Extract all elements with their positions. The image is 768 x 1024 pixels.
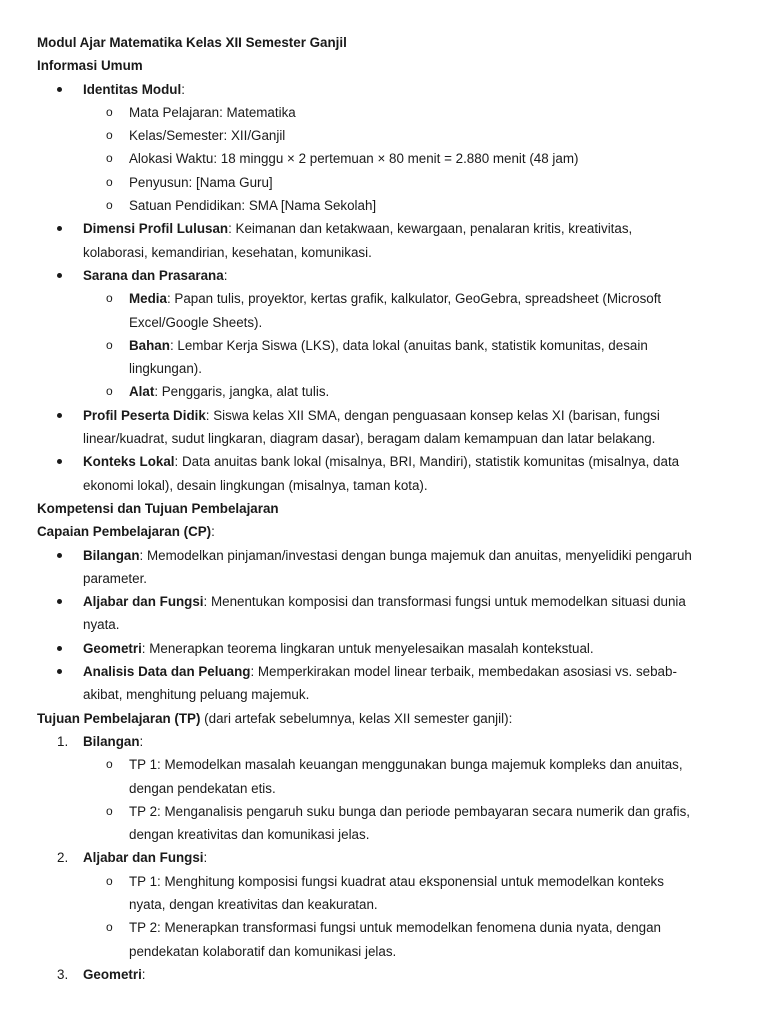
numbered-item-geometri: 3. Geometri: bbox=[37, 963, 732, 986]
tp-heading: Tujuan Pembelajaran (TP) (dari artefak sebelumnya, kelas XII semester ganjil): bbox=[37, 710, 513, 726]
circle-bullet-icon: o bbox=[106, 104, 113, 119]
sub-item: o Mata Pelajaran: Matematika bbox=[37, 101, 732, 124]
list-item-cp-analisis: Analisis Data dan Peluang: Memperkirakan model linear terbaik, membedakan asosiasi vs. sebab- akibat, menghitung peluang majemuk. bbox=[37, 660, 732, 707]
list-item-cp-geometri: Geometri: Menerapkan teorema lingkaran untuk menyelesaikan masalah kontekstual. bbox=[37, 637, 732, 660]
circle-bullet-icon: o bbox=[106, 384, 113, 399]
bullet-icon bbox=[57, 669, 62, 674]
bullet-icon bbox=[57, 599, 62, 604]
circle-bullet-icon: o bbox=[106, 291, 113, 306]
section-heading-informasi: Informasi Umum bbox=[37, 58, 143, 74]
circle-bullet-icon: o bbox=[106, 337, 113, 352]
sub-item: o TP 2: Menganalisis pengaruh suku bunga dan periode pembayaran secara numerik dan grafis, dengan kreativitas dan komunikasi jelas. bbox=[37, 800, 732, 847]
item-number: 3. bbox=[57, 966, 69, 982]
circle-bullet-icon: o bbox=[106, 128, 113, 143]
bullet-icon bbox=[57, 273, 62, 278]
circle-bullet-icon: o bbox=[106, 198, 113, 213]
circle-bullet-icon: o bbox=[106, 873, 113, 888]
sub-item: o Penyusun: [Nama Guru] bbox=[37, 171, 732, 194]
list-item-sarana: Sarana dan Prasarana: bbox=[37, 264, 732, 287]
bullet-icon bbox=[57, 459, 62, 464]
sub-item: o Kelas/Semester: XII/Ganjil bbox=[37, 124, 732, 147]
list-item-cp-aljabar: Aljabar dan Fungsi: Menentukan komposisi dan transformasi fungsi untuk memodelkan situasi dunia nyata. bbox=[37, 590, 732, 637]
numbered-item-bilangan: 1. Bilangan: bbox=[37, 730, 732, 753]
list-item-cp-bilangan: Bilangan: Memodelkan pinjaman/investasi dengan bunga majemuk dan anuitas, menyelidiki pengaruh parameter. bbox=[37, 544, 732, 591]
section-heading-kompetensi: Kompetensi dan Tujuan Pembelajaran bbox=[37, 500, 279, 516]
sub-item: o TP 2: Menerapkan transformasi fungsi untuk memodelkan fenomena dunia nyata, dengan pendekatan kolaboratif dan komunikasi jelas. bbox=[37, 916, 732, 963]
circle-bullet-icon: o bbox=[106, 151, 113, 166]
sub-item: o Satuan Pendidikan: SMA [Nama Sekolah] bbox=[37, 194, 732, 217]
circle-bullet-icon: o bbox=[106, 920, 113, 935]
circle-bullet-icon: o bbox=[106, 174, 113, 189]
bullet-icon bbox=[57, 553, 62, 558]
bullet-icon bbox=[57, 226, 62, 231]
sub-item-bahan: o Bahan: Lembar Kerja Siswa (LKS), data lokal (anuitas bank, statistik komunitas, desain lingkungan). bbox=[37, 334, 732, 381]
sub-item-alat: o Alat: Penggaris, jangka, alat tulis. bbox=[37, 380, 732, 403]
cp-heading: Capaian Pembelajaran (CP): bbox=[37, 524, 215, 540]
sub-item: o TP 1: Memodelkan masalah keuangan menggunakan bunga majemuk kompleks dan anuitas, dengan pendekatan etis. bbox=[37, 753, 732, 800]
list-item-konteks: Konteks Lokal: Data anuitas bank lokal (misalnya, BRI, Mandiri), statistik komunitas (misalnya, data ekonomi lokal), desain lingkungan (misalnya, taman kota). bbox=[37, 450, 732, 497]
list-item-dimensi: Dimensi Profil Lulusan: Keimanan dan ketakwaan, kewargaan, penalaran kritis, kreativitas, kolaborasi, kemandirian, kesehatan, komunikasi. bbox=[37, 217, 732, 264]
numbered-item-aljabar: 2. Aljabar dan Fungsi: bbox=[37, 846, 732, 869]
item-number: 2. bbox=[57, 850, 69, 866]
bullet-icon bbox=[57, 87, 62, 92]
sub-item-media: o Media: Papan tulis, proyektor, kertas grafik, kalkulator, GeoGebra, spreadsheet (Microsoft Excel/Google Sheets). bbox=[37, 287, 732, 334]
list-item-profil: Profil Peserta Didik: Siswa kelas XII SMA, dengan penguasaan konsep kelas XI (barisan, fungsi linear/kuadrat, sudut lingkaran, diagram dasar), beragam dalam kemampuan dan latar belakang. bbox=[37, 404, 732, 451]
bullet-icon bbox=[57, 413, 62, 418]
sub-item: o TP 1: Menghitung komposisi fungsi kuadrat atau eksponensial untuk memodelkan konteks nyata, dengan kreativitas dan keakuratan. bbox=[37, 870, 732, 917]
circle-bullet-icon: o bbox=[106, 803, 113, 818]
circle-bullet-icon: o bbox=[106, 757, 113, 772]
list-item-identitas: Identitas Modul: bbox=[37, 78, 732, 101]
document-title: Modul Ajar Matematika Kelas XII Semester Ganjil bbox=[37, 35, 347, 50]
item-number: 1. bbox=[57, 733, 69, 749]
sub-item: o Alokasi Waktu: 18 minggu × 2 pertemuan × 80 menit = 2.880 menit (48 jam) bbox=[37, 147, 732, 170]
bullet-icon bbox=[57, 646, 62, 651]
